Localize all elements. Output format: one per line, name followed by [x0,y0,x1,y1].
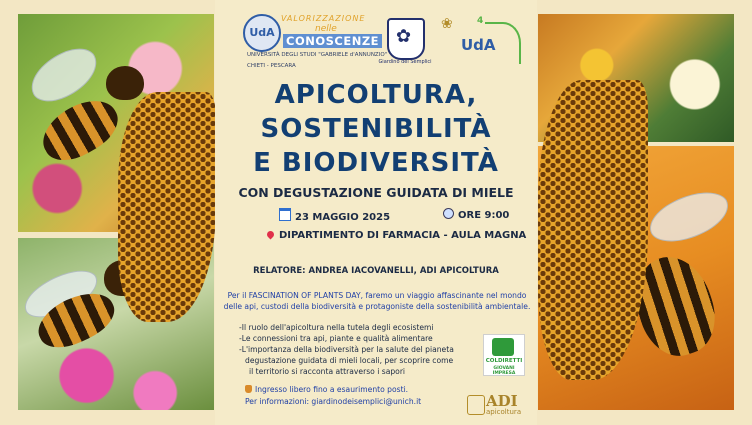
adi-sub: apicoltura [486,408,522,416]
location-row [267,230,526,241]
flower-icon: ✿ [396,26,412,47]
location-pin-icon [266,230,276,240]
coldiretti-sub: GIOVANI IMPRESA [492,366,516,376]
content-panel [215,0,537,425]
entry-text: Ingresso libero fino a esaurimento posti. [255,385,409,394]
honeycomb-right [538,80,648,380]
coldiretti-name: COLDIRETTI [485,358,523,364]
title-line-2: SOSTENIBILITÀ [260,114,492,144]
honey-jar-icon [245,385,252,393]
giardino-label: Giardino dei Semplici [378,59,432,65]
bee-head [106,66,144,100]
event-date: 23 MAGGIO 2025 [295,212,391,223]
event-location: DIPARTIMENTO DI FARMACIA - AULA MAGNA [279,230,527,241]
honeycomb-left [118,92,216,322]
giardino-logo [387,18,425,60]
event-time: ORE 9:00 [458,210,510,221]
uda-valorizzazione: VALORIZZAZIONE [281,14,366,23]
uda-location: CHIETI - PESCARA [247,63,296,69]
coldiretti-logo [483,334,525,376]
clock-icon [443,208,454,219]
calendar-icon [279,208,291,221]
date-row [279,208,390,223]
bee-icon: ❀ [441,16,453,32]
title-line-1: APICOLTURA, [274,80,478,110]
sustainability-four: 4 [477,16,484,26]
uda-mark: UdA [243,14,281,52]
uda-nelle: nelle [315,24,337,34]
speaker: RELATORE: ANDREA IACOVANELLI, ADI APICOLTURA [253,266,499,276]
honeycomb-icon [467,395,485,415]
info-contact[interactable]: Per informazioni: giardinodeisemplici@unich.it [245,397,422,406]
uda-conoscenze: CONOSCENZE [283,34,382,48]
bee-wing [644,186,734,248]
bee-wing [22,41,105,109]
contact-block [245,384,505,408]
uda-logo [243,12,391,74]
adi-logo [467,392,533,420]
title-line-3: E BIODIVERSITÀ [253,148,499,178]
topics-list [239,322,499,377]
adi-name: ADI [486,392,518,410]
time-row [443,208,509,221]
sustainability-logo [441,16,521,72]
sustainability-uda: UdA [461,36,496,54]
coldiretti-mark [492,338,514,356]
uda-university: UNIVERSITÀ DEGLI STUDI "GABRIELE d'ANNUNZIO" [247,52,388,58]
topic-item: -L'importanza della biodiversità per la salute del pianeta [239,345,454,354]
topic-item: -Le connessioni tra api, piante e qualità alimentare [239,334,433,343]
entry-row [245,384,505,396]
subtitle: CON DEGUSTAZIONE GUIDATA DI MIELE [238,185,514,200]
topic-item: -Il ruolo dell'apicoltura nella tutela degli ecosistemi [239,323,434,332]
topic-item: il territorio si racconta attraverso i sapori [249,367,406,376]
logo-row [215,6,537,76]
description: Per il FASCINATION OF PLANTS DAY, faremo un viaggio affascinante nel mondo delle api, custodi della biodiversità e protagoniste della sostenibilità ambientale. [223,291,531,311]
topic-item: degustazione guidata di mieli locali, per scoprire come [245,356,454,365]
